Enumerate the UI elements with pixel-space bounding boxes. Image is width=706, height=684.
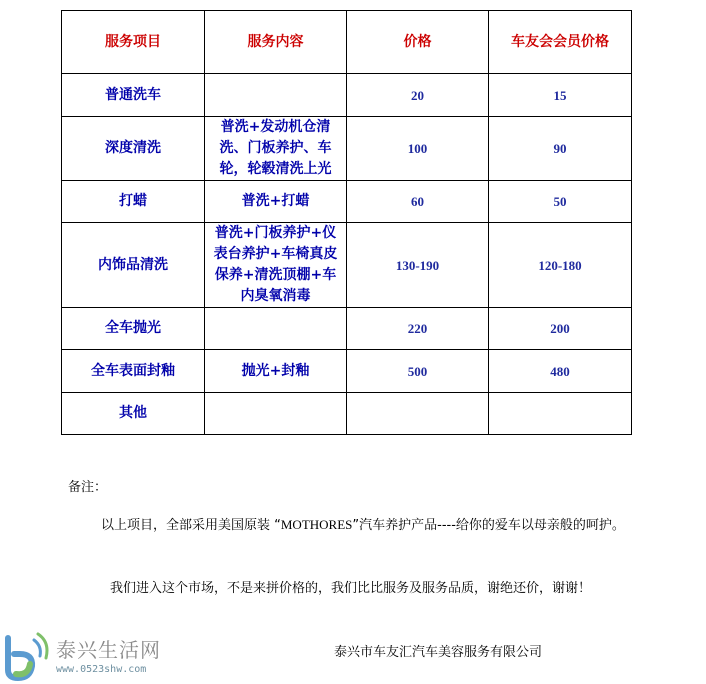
price <box>347 393 489 435</box>
price-table <box>61 10 632 435</box>
table-row <box>62 223 632 308</box>
member-price: 200 <box>489 308 632 350</box>
price: 100 <box>347 117 489 181</box>
signal-b-logo-icon <box>2 632 54 682</box>
watermark <box>2 632 167 682</box>
service-name: 打蜡 <box>62 181 205 223</box>
service-content: 抛光+封釉 <box>205 350 347 393</box>
member-price <box>489 393 632 435</box>
table-row <box>62 117 632 181</box>
price: 60 <box>347 181 489 223</box>
header-price: 价格 <box>347 11 489 74</box>
watermark-url: www.0523shw.com <box>56 664 147 675</box>
price: 20 <box>347 74 489 117</box>
service-name: 内饰品清洗 <box>62 223 205 308</box>
member-price: 480 <box>489 350 632 393</box>
member-price: 120-180 <box>489 223 632 308</box>
service-name: 其他 <box>62 393 205 435</box>
table-header-row <box>62 11 632 74</box>
table-row <box>62 393 632 435</box>
company-name: 泰兴市车友汇汽车美容服务有限公司 <box>334 645 543 660</box>
notes-paragraph-2: 我们进入这个市场，不是来拼价格的，我们比比服务及服务品质，谢绝还价，谢谢！ <box>110 581 592 596</box>
watermark-site-name: 泰兴生活网 <box>56 638 161 662</box>
service-name: 全车表面封釉 <box>62 350 205 393</box>
notes-text: ”汽车养护产品----给你的爱车以母亲般的呵护。 <box>352 518 625 533</box>
header-service-item: 服务项目 <box>62 11 205 74</box>
table-row <box>62 74 632 117</box>
service-content: 普洗+发动机仓清洗、门板养护、车轮，轮毂清洗上光 <box>205 117 347 181</box>
notes-label: 备注： <box>68 480 108 495</box>
service-content: 普洗+门板养护+仪表台养护+车椅真皮保养+清洗顶棚+车内臭氧消毒 <box>205 223 347 308</box>
price: 500 <box>347 350 489 393</box>
header-member-price: 车友会会员价格 <box>489 11 632 74</box>
service-name: 深度清洗 <box>62 117 205 181</box>
price: 220 <box>347 308 489 350</box>
service-content <box>205 393 347 435</box>
price: 130-190 <box>347 223 489 308</box>
member-price: 90 <box>489 117 632 181</box>
service-content <box>205 308 347 350</box>
brand-name: MOTHORES <box>280 517 353 532</box>
service-name: 全车抛光 <box>62 308 205 350</box>
header-service-content: 服务内容 <box>205 11 347 74</box>
service-content <box>205 74 347 117</box>
table-row <box>62 350 632 393</box>
service-content: 普洗+打蜡 <box>205 181 347 223</box>
notes-text: 以上项目，全部采用美国原装 “ <box>101 518 281 533</box>
service-name: 普通洗车 <box>62 74 205 117</box>
table-row <box>62 181 632 223</box>
table-row <box>62 308 632 350</box>
member-price: 15 <box>489 74 632 117</box>
member-price: 50 <box>489 181 632 223</box>
notes-paragraph-1 <box>68 514 628 537</box>
